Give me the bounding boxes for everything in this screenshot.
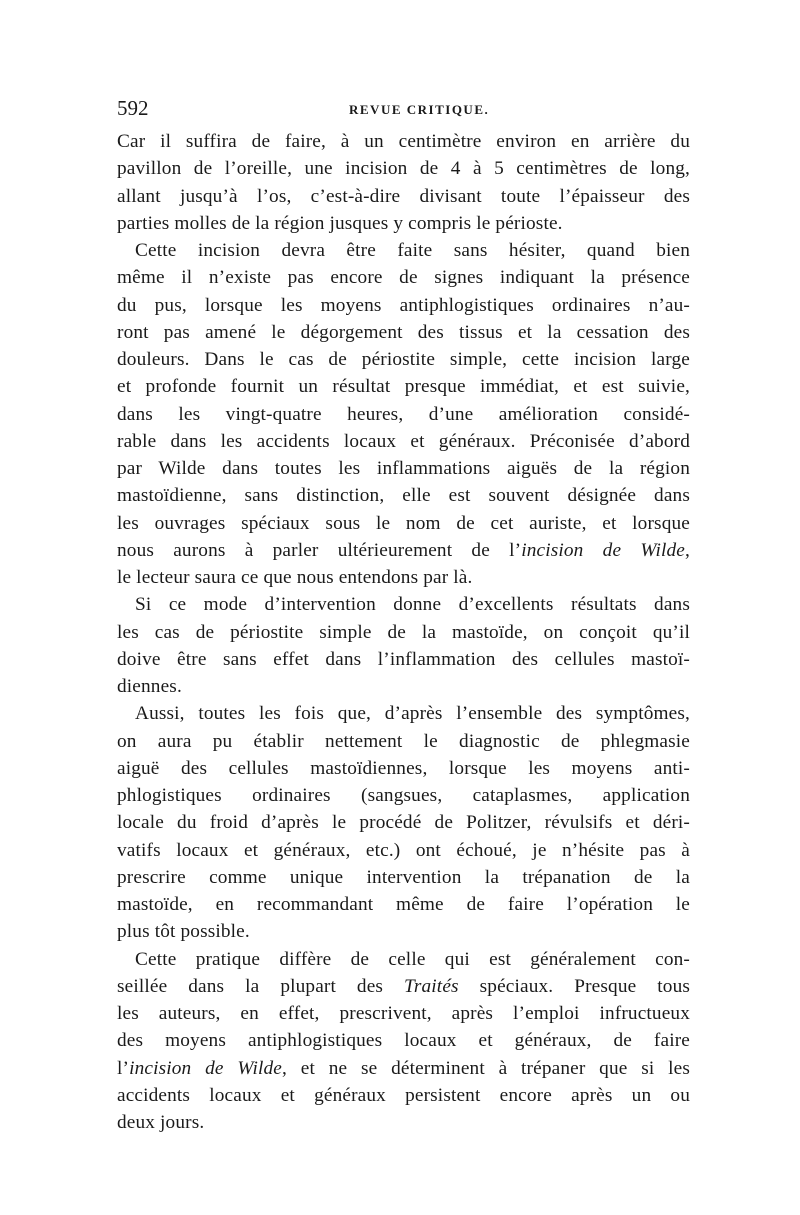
text-segment: les auteurs, en effet, prescrivent, après l’emploi infructueux — [117, 1003, 690, 1024]
text-line — [117, 837, 690, 864]
text-segment: le lecteur saura ce que nous entendons par là. — [117, 567, 473, 588]
text-line — [117, 537, 690, 564]
italic-text: Traités — [404, 975, 459, 997]
text-line — [117, 455, 690, 482]
text-segment: diennes. — [117, 676, 182, 697]
text-line — [117, 755, 690, 782]
text-segment: par Wilde dans toutes les inflammations aiguës de la région — [117, 458, 690, 479]
text-line — [117, 292, 690, 319]
text-segment: , et ne se déterminent à trépaner que si les — [282, 1057, 690, 1079]
text-segment: l’ — [117, 1057, 130, 1079]
text-line — [117, 1055, 690, 1082]
text-line — [117, 918, 690, 945]
text-line — [117, 1082, 690, 1109]
text-segment: locale du froid d’après le procédé de Politzer, révulsifs et déri- — [117, 812, 690, 834]
text-line — [117, 973, 690, 1000]
text-segment: les ouvrages spéciaux sous le nom de cet auriste, et lorsque — [117, 512, 690, 534]
text-line — [117, 646, 690, 673]
body-text — [117, 128, 690, 1136]
text-line — [117, 510, 690, 537]
text-line — [117, 401, 690, 428]
text-segment: Aussi, toutes les fois que, d’après l’ensemble des symptômes, — [135, 703, 690, 725]
italic-text: incision de Wilde — [129, 1057, 283, 1079]
text-segment: Si ce mode d’intervention donne d’excellents résultats dans — [135, 594, 690, 616]
text-line — [117, 891, 690, 918]
text-segment: et profonde fournit un résultat presque immédiat, et est suivie, — [117, 376, 690, 398]
text-line — [117, 482, 690, 509]
text-line — [117, 428, 690, 455]
text-line — [117, 373, 690, 400]
text-line — [117, 564, 690, 591]
text-segment: , — [685, 539, 691, 561]
text-line — [117, 183, 690, 210]
text-line — [117, 591, 690, 618]
text-line — [117, 264, 690, 291]
text-segment: des moyens antiphlogistiques locaux et généraux, de faire — [117, 1030, 690, 1052]
text-line — [117, 946, 690, 973]
text-segment: accidents locaux et généraux persistent encore après un ou — [117, 1084, 690, 1106]
text-line — [117, 319, 690, 346]
text-line — [117, 1109, 690, 1136]
text-segment: vatifs locaux et généraux, etc.) ont échoué, je n’hésite pas à — [117, 839, 690, 861]
text-line — [117, 673, 690, 700]
text-segment: rable dans les accidents locaux et généraux. Préconisée d’abord — [117, 430, 690, 452]
text-segment: pavillon de l’oreille, une incision de 4 à 5 centimètres de long, — [117, 158, 690, 180]
text-segment: les cas de périostite simple de la mastoïde, on conçoit qu’il — [117, 621, 690, 643]
text-line — [117, 700, 690, 727]
text-segment: prescrire comme unique intervention la trépanation de la — [117, 866, 690, 888]
text-segment: parties molles de la région jusques y compris le périoste. — [117, 212, 563, 234]
text-segment: nous aurons à parler ultérieurement de l’ — [117, 539, 522, 561]
page-header — [117, 96, 687, 126]
text-line — [117, 155, 690, 182]
text-segment: phlogistiques ordinaires (sangsues, cataplasmes, application — [117, 785, 690, 806]
text-segment: seillée dans la plupart des — [117, 975, 405, 997]
text-segment: on aura pu établir nettement le diagnostic de phlegmasie — [117, 730, 690, 752]
text-line — [117, 346, 690, 373]
text-line — [117, 809, 690, 836]
page-number: 592 — [117, 96, 149, 120]
text-segment: ront pas amené le dégorgement des tissus et la cessation des — [117, 321, 690, 343]
text-segment: mastoïdienne, sans distinction, elle est souvent désignée dans — [117, 485, 690, 507]
text-line — [117, 619, 690, 646]
text-line — [117, 864, 690, 891]
text-line — [117, 210, 690, 237]
text-line — [117, 728, 690, 755]
text-line — [117, 1000, 690, 1027]
text-segment: Cette pratique diffère de celle qui est généralement con- — [135, 948, 690, 970]
text-line — [117, 237, 690, 264]
text-line — [117, 782, 690, 809]
text-segment: du pus, lorsque les moyens antiphlogistiques ordinaires n’au- — [117, 294, 690, 316]
italic-text: incision de Wilde — [521, 539, 686, 561]
text-segment: allant jusqu’à l’os, c’est-à-dire divisant toute l’épaisseur des — [117, 185, 690, 207]
text-segment: même il n’existe pas encore de signes indiquant la présence — [117, 267, 690, 289]
text-segment: douleurs. Dans le cas de périostite simple, cette incision large — [117, 349, 690, 370]
text-segment: Cette incision devra être faite sans hésiter, quand bien — [135, 240, 690, 261]
text-segment: spéciaux. Presque tous — [458, 975, 691, 997]
text-segment: Car il suffira de faire, à un centimètre environ en arrière du — [117, 131, 690, 152]
text-segment: aiguë des cellules mastoïdiennes, lorsque les moyens anti- — [117, 757, 690, 779]
text-line — [117, 128, 690, 155]
text-segment: doive être sans effet dans l’inflammation des cellules mastoï- — [117, 648, 690, 670]
text-segment: plus tôt possible. — [117, 921, 250, 943]
text-segment: mastoïde, en recommandant même de faire l’opération le — [117, 894, 690, 915]
text-segment: deux jours. — [117, 1112, 205, 1133]
text-segment: dans les vingt-quatre heures, d’une amélioration considé- — [117, 403, 690, 425]
text-line — [117, 1027, 690, 1054]
running-title: REVUE CRITIQUE. — [349, 102, 490, 117]
